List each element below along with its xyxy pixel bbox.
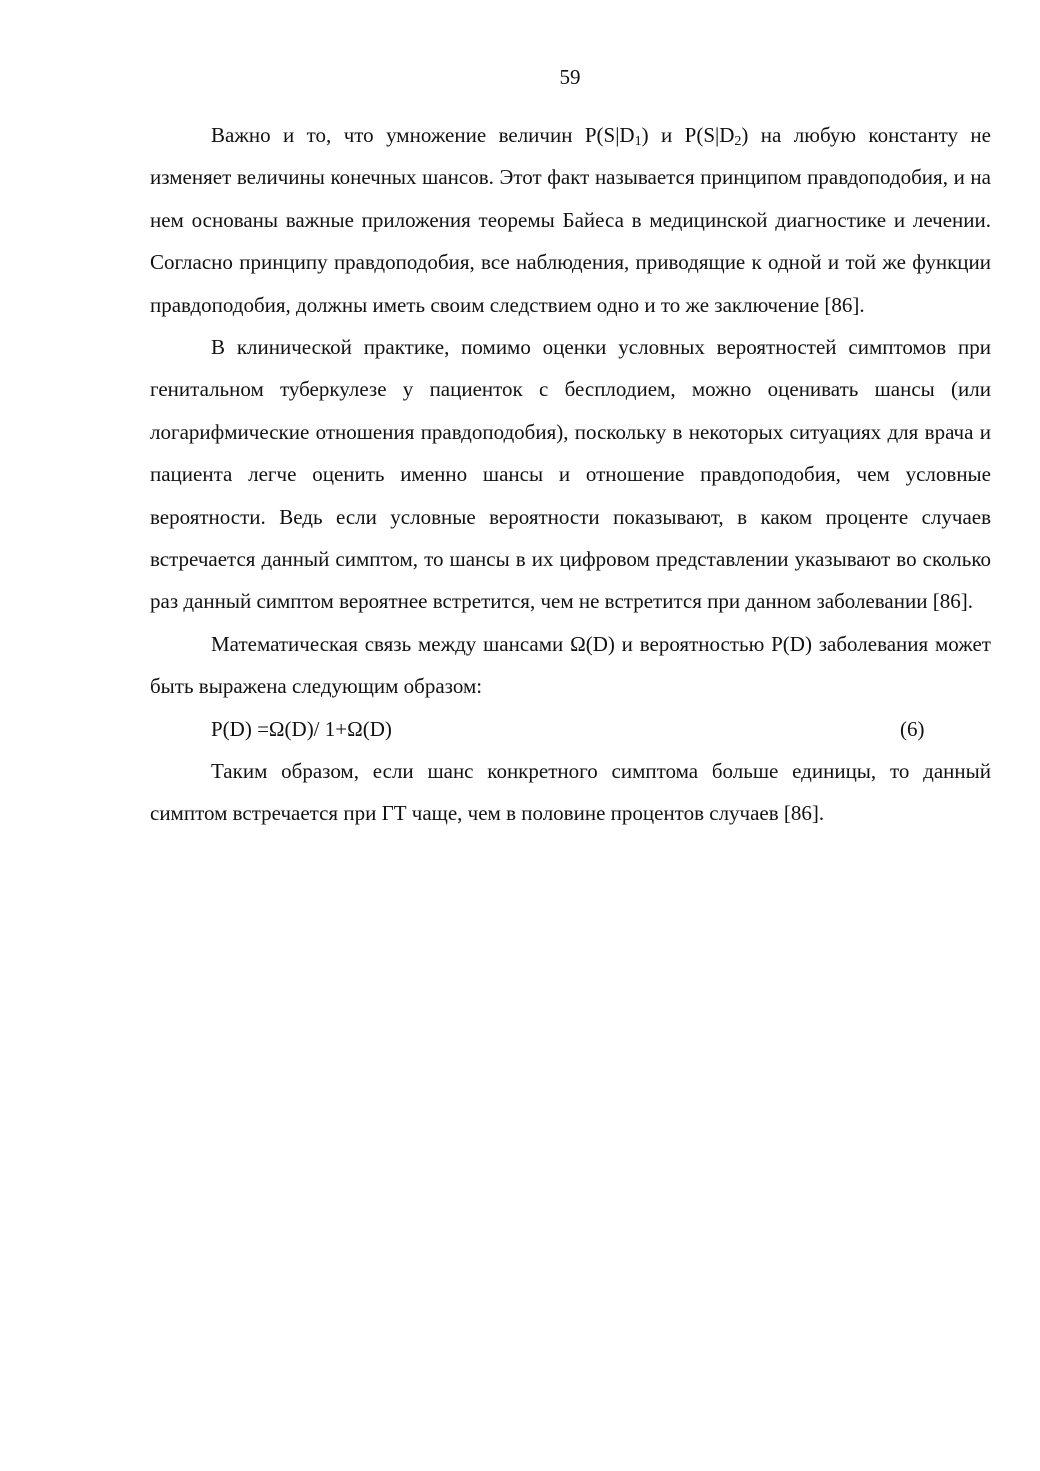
paragraph-text: ) на любую константу не изменяет величины конечных шансов. Этот факт называется принципом правдоподобия, и на нем основаны важные приложения теоремы Байеса в медицинской диагностике и лечении. Согласно принципу правдоподобия, все наблюдения, приводящие к одной и той же функции правдоподобия, должны иметь своим следствием одно и то же заключение [86].: [150, 123, 991, 317]
paragraph-math-relation: Математическая связь между шансами Ω(D) и вероятностью P(D) заболевания может быть выражена следующим образом:: [150, 631, 991, 699]
paragraph-conclusion: Таким образом, если шанс конкретного симптома больше единицы, то данный симптом встречается при ГТ чаще, чем в половине процентов случаев [86].: [150, 759, 991, 826]
formula-line: [150, 708, 991, 750]
subscript: 2: [734, 134, 742, 149]
formula-expression: P(D) =Ω(D)/ 1+Ω(D): [211, 716, 392, 741]
formula-number: (6): [900, 716, 925, 741]
subscript: 1: [634, 134, 642, 149]
page-number: 59: [559, 65, 581, 89]
paragraph-text: ) и P(S|D: [641, 123, 735, 147]
paragraph-text: Важно и то, что умножение величин P(S|D: [211, 123, 635, 147]
document-body: [150, 114, 991, 835]
paragraph-clinical-practice: В клинической практике, помимо оценки условных вероятностей симптомов при генитальном туберкулезе у пациенток с бесплодием, можно оценивать шансы (или логарифмические отношения правдоподобия), поскольку в некоторых ситуациях для врача и пациента легче оценить именно шансы и отношение правдоподобия, чем условные вероятности. Ведь если условные вероятности показывают, в каком проценте случаев встречается данный симптом, то шансы в их цифровом представлении указывают во сколько раз данный симптом вероятнее встретится, чем не встретится при данном заболевании [86].: [150, 335, 991, 614]
paragraph-likelihood-principle: [150, 114, 991, 326]
